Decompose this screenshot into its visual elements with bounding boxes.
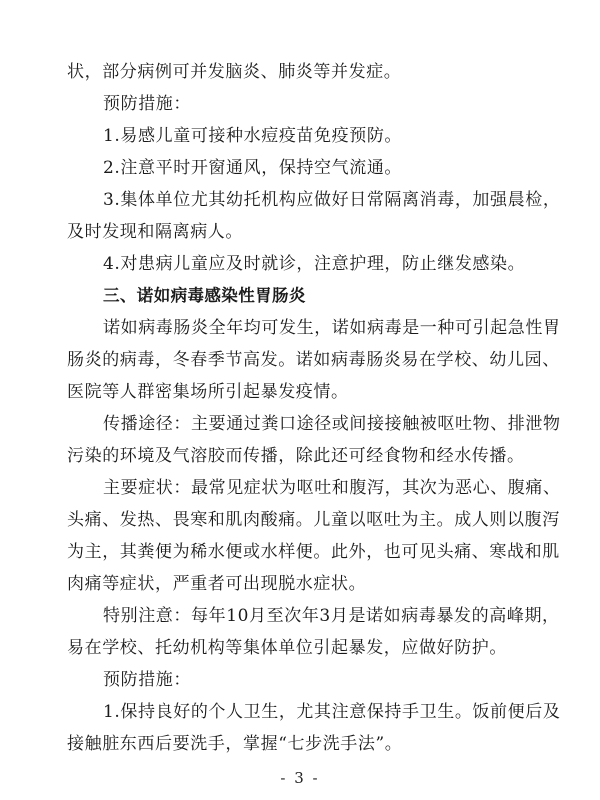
paragraph-line: 污染的环境及气溶胶而传播，除此还可经食物和经水传播。 (67, 446, 525, 466)
list-item: 3.集体单位尤其幼托机构应做好日常隔离消毒，加强晨检， (103, 190, 561, 210)
list-item: 1.保持良好的个人卫生，尤其注意保持手卫生。饭前便后及 (103, 702, 561, 722)
section-heading: 三、诺如病毒感染性胃肠炎 (103, 286, 306, 305)
list-item: 2.注意平时开窗通风，保持空气流通。 (103, 158, 403, 178)
paragraph-line: 传播途径：主要通过粪口途径或间接接触被呕吐物、排泄物 (103, 414, 561, 434)
body-line: 状，部分病例可并发脑炎、肺炎等并发症。 (67, 62, 402, 82)
list-item: 1.易感儿童可接种水痘疫苗免疫预防。 (103, 126, 403, 146)
paragraph-line: 肠炎的病毒，冬春季节高发。诺如病毒肠炎易在学校、幼儿园、 (67, 350, 560, 370)
paragraph-line: 头痛、发热、畏寒和肌肉酸痛。儿童以呕吐为主。成人则以腹泻 (67, 510, 560, 530)
document-body (67, 56, 561, 760)
paragraph-line: 主要症状：最常见症状为呕吐和腹泻，其次为恶心、腹痛、 (103, 478, 561, 498)
paragraph-line: 诺如病毒肠炎全年均可发生，诺如病毒是一种可引起急性胃 (103, 318, 561, 338)
paragraph-line: 特别注意：每年10月至次年3月是诺如病毒暴发的高峰期， (103, 606, 560, 626)
section-label-prevention: 预防措施： (103, 670, 191, 690)
list-item: 4.对患病儿童应及时就诊，注意护理，防止继发感染。 (103, 254, 526, 274)
page-number: - 3 - (280, 769, 320, 787)
paragraph-line: 为主，其粪便为稀水便或水样便。此外，也可见头痛、寒战和肌 (67, 542, 560, 562)
paragraph-line: 肉痛等症状，严重者可出现脱水症状。 (67, 574, 367, 594)
list-item-continuation: 接触脏东西后要洗手，掌握“七步洗手法”。 (67, 734, 403, 754)
section-label-prevention: 预防措施： (103, 94, 191, 114)
paragraph-line: 医院等人群密集场所引起暴发疫情。 (67, 382, 349, 402)
paragraph-line: 易在学校、托幼机构等集体单位引起暴发，应做好防护。 (67, 638, 507, 658)
list-item-continuation: 及时发现和隔离病人。 (67, 222, 243, 242)
